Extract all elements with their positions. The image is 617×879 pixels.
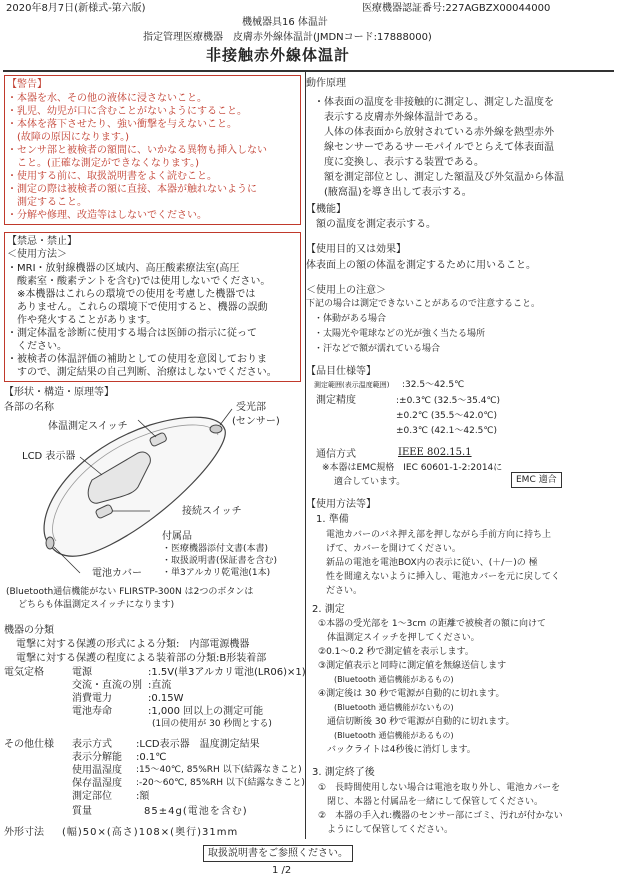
issue-date: 2020年8月7日(新様式-第六版) <box>6 3 146 14</box>
rating-row: (1回の使用が 30 秒間とする) <box>152 719 272 729</box>
class-heading: 機器の分類 <box>4 625 54 636</box>
warning-box <box>4 75 301 225</box>
label-lcd: LCD 表示器 <box>22 451 76 462</box>
comm-value: IEEE 802.15.1 <box>398 447 472 458</box>
other-spec-label: その他仕様 <box>4 739 54 750</box>
approval-number: 医療機器認証番号:227AGBZX00044000 <box>362 3 551 14</box>
purpose-text: 体表面上の額の体温を測定するために用いること。 <box>306 260 536 271</box>
precautions-heading: ＜使用上の注意＞ <box>306 285 386 296</box>
principle-text: ・体表面の温度を非接触的に測定し、測定した温度を 表示する皮膚赤外線体温計である。 人体の体表面から放射されている赤外線を熱型赤外 線センサーであるサーモパイルでとらえて体表面温 度に変換し、表示する装置である。 額を測定部位とし、測定した額温及び外気温から体温 (腋窩温)を導き出して表示する。 <box>314 97 564 198</box>
step-1-heading: 1. 準備 <box>316 514 349 525</box>
classification: 指定管理医療機器 皮膚赤外線体温計(JMDNコード:17888000) <box>143 32 432 43</box>
rating-row: 電源 :1.5V(単3アルカリ電池(LR06)×1) <box>72 667 306 678</box>
emc-note-2: 適合しています。 <box>334 477 406 487</box>
category: 機械器具16 体温計 <box>242 17 328 28</box>
prohibition-box <box>4 232 301 382</box>
warning-item: ・本体を落下させたり、強い衝撃を与えないこと。 <box>7 119 237 130</box>
step-3-text: ① 長時間使用しない場合は電池を取り外し、電池カバーを 閉じ、本器と付属品を一緒にして保管してください。 ② 本器の手入れ:機器のセンサー部にゴミ、汚れが付かない ようにして保管してください。 <box>318 783 563 835</box>
label-connect-switch: 接続スイッチ <box>182 506 242 517</box>
usage-heading: 【使用方法等】 <box>306 499 376 510</box>
battery-cover <box>46 537 54 549</box>
emc-note-1: ※本器はEMC規格 IEC 60601-1-2:2014に <box>322 463 503 473</box>
prohibition-item: ・被検者の体温評価の補助としての使用を意図しておりま <box>7 354 267 365</box>
label-sensor-2: (センサー) <box>232 416 280 427</box>
warning-item: ・センサ部と被検者の額間に、いかなる異物も挿入しない <box>7 145 267 156</box>
accessory-item: ・医療機器添付文書(本書) <box>162 544 269 554</box>
principle-heading: 動作原理 <box>306 78 346 89</box>
warning-item: 測定すること。 <box>7 197 87 208</box>
prohibition-heading: 【禁忌・禁止】 <box>7 236 77 247</box>
warning-item: ・本器を水、その他の液体に浸さないこと。 <box>7 93 207 104</box>
range-value: :32.5～42.5℃ <box>402 380 465 390</box>
precaution-item: ・太陽光や電球などの光が強く当たる場所 <box>314 329 486 339</box>
prohibition-list <box>7 262 277 379</box>
spec-row: 使用温湿度 :15～40℃, 85%RH 以下(結露なきこと) <box>72 765 302 776</box>
function-heading: 【機能】 <box>306 204 346 215</box>
prohibition-sub: ＜使用方法＞ <box>7 249 67 260</box>
prohibition-item: ・MRI・放射線機器の区域内、高圧酸素療法室(高圧 <box>7 263 240 274</box>
precautions-list <box>314 312 485 357</box>
spec-row: 質量 85±4g(電池を含む) <box>72 806 248 817</box>
rating-row: 消費電力 :0.15W <box>72 693 184 704</box>
step-2-heading: 2. 測定 <box>312 604 345 615</box>
step-3-heading: 3. 測定終了後 <box>312 767 375 778</box>
rating-row: 交流・直流の別 :直流 <box>72 680 172 691</box>
warning-heading: 【警告】 <box>7 79 47 90</box>
comm-label: 通信方式 <box>316 449 356 460</box>
shape-heading: 【形状・構造・原理等】 <box>4 387 114 398</box>
rating-label: 電気定格 <box>4 667 44 678</box>
accessories-heading: 付属品 <box>162 531 192 542</box>
prohibition-item: ください。 <box>7 341 67 352</box>
bluetooth-note-2: どちらも体温測定スイッチになります) <box>18 600 175 610</box>
page-title: 非接触赤外線体温計 <box>206 46 351 64</box>
dims-label: 外形寸法 <box>4 827 44 838</box>
warning-list <box>7 92 267 222</box>
purpose-heading: 【使用目的又は効果】 <box>306 244 406 255</box>
prohibition-item: 酸素室・酸素テントを含む)では使用しないでください。 <box>7 276 271 287</box>
precaution-item: ・汗などで額が濡れている場合 <box>314 344 441 354</box>
prohibition-item: ※本機器はこれらの環境での使用を考慮した機器では <box>7 289 256 300</box>
emc-badge: EMC 適合 <box>511 472 562 488</box>
spec-row: 表示方式 :LCD表示器 温度測定結果 <box>72 739 260 750</box>
sensor <box>210 425 222 433</box>
bluetooth-note-1: (Bluetooth通信機能がない FLIRSTP-300N は2つのボタンは <box>6 587 254 597</box>
step-2-text: ①本器の受光部を 1～3cm の距離で被検者の額に向けて 体温測定スイッチを押してください。 ②0.1～0.2 秒で測定値を表示します。 ③測定値表示と同時に測定値を無線送信します (Bluetooth 通信機能があるもの) ④測定後は 30 秒で電源が自動的に切れます。 (Bluetooth 通信機能がないもの) 通信切断後 30 秒で電源が自動的に切れます。 (Bluetooth 通信機能があるもの) バックライトは4秒後に消灯します。 <box>318 619 546 755</box>
rating-row: 電池寿命 :1,000 回以上の測定可能 <box>72 706 264 717</box>
accuracy-label: 測定精度 <box>316 395 356 406</box>
warning-item: (故障の原因になります。) <box>7 132 130 143</box>
label-measure-switch: 体温測定スイッチ <box>48 421 128 432</box>
spec-heading: 【品目仕様等】 <box>306 366 376 377</box>
prohibition-item: すので、測定結果の自己判断、治療はしないでください。 <box>7 367 277 378</box>
class-2: 電撃に対する保護の程度による装着部の分類:B形装着部 <box>16 653 267 664</box>
warning-item: ・測定の際は被検者の額に直接、本器が触れないように <box>7 184 257 195</box>
class-1: 電撃に対する保護の形式による分類: 内部電源機器 <box>16 639 250 650</box>
prohibition-item: ありません。これらの環境下で使用すると、機器の誤動 <box>7 302 268 313</box>
warning-item: ・使用する前に、取扱説明書をよく読むこと。 <box>7 171 217 182</box>
prohibition-item: 作や発火することがあります。 <box>7 315 157 326</box>
accessory-item: ・単3アルカリ乾電池(1本) <box>162 568 271 578</box>
warning-item: こと。(正確な測定ができなくなります。) <box>7 158 200 169</box>
precaution-item: ・体動がある場合 <box>314 314 387 324</box>
spec-row: 保存温湿度 :-20～60℃, 85%RH 以下(結露なきこと) <box>72 778 305 789</box>
dims-value: (幅)50×(高さ)108×(奥行)31mm <box>62 827 239 838</box>
warning-item: ・乳児、幼児が口に含むことがないようにすること。 <box>7 106 247 117</box>
label-sensor: 受光部 <box>236 402 266 413</box>
label-battery-cover: 電池カバー <box>92 568 142 579</box>
spec-row: 表示分解能 :0.1℃ <box>72 752 167 763</box>
rating-table <box>72 666 306 730</box>
precautions-intro: 下記の場合は測定できないことがあるので注意すること。 <box>306 299 541 309</box>
range-label: 測定範囲(表示温度範囲) <box>314 381 390 389</box>
warning-item: ・分解や修理、改造等はしないでください。 <box>7 210 207 221</box>
accuracy-values: :±0.3℃ (32.5～35.4℃) ±0.2℃ (35.5～42.0℃) ±0.3℃ (42.1～42.5℃) <box>396 396 501 436</box>
prohibition-item: ・測定体温を診断に使用する場合は医師の指示に従って <box>7 328 257 339</box>
function-text: 額の温度を測定表示する。 <box>316 219 436 230</box>
read-manual-box: 取扱説明書をご参照ください。 <box>203 845 353 862</box>
other-spec-table <box>72 738 305 818</box>
accessories <box>162 530 277 579</box>
spec-row: 測定部位 :額 <box>72 791 150 802</box>
step-1-text: 電池カバーのバネ押え部を押しながら手前方向に持ち上 げて、カバーを開けてください。 新品の電池を電池BOX内の表示に従い、(＋/－)の 極 性を間違えないように挿入し、電池カバーを元に戻してく ださい。 <box>326 530 561 596</box>
page-number: 1 /2 <box>272 865 292 876</box>
parts-heading: 各部の名称 <box>4 402 54 413</box>
accessory-item: ・取扱説明書(保証書を含む) <box>162 556 278 566</box>
header-divider <box>3 70 614 72</box>
